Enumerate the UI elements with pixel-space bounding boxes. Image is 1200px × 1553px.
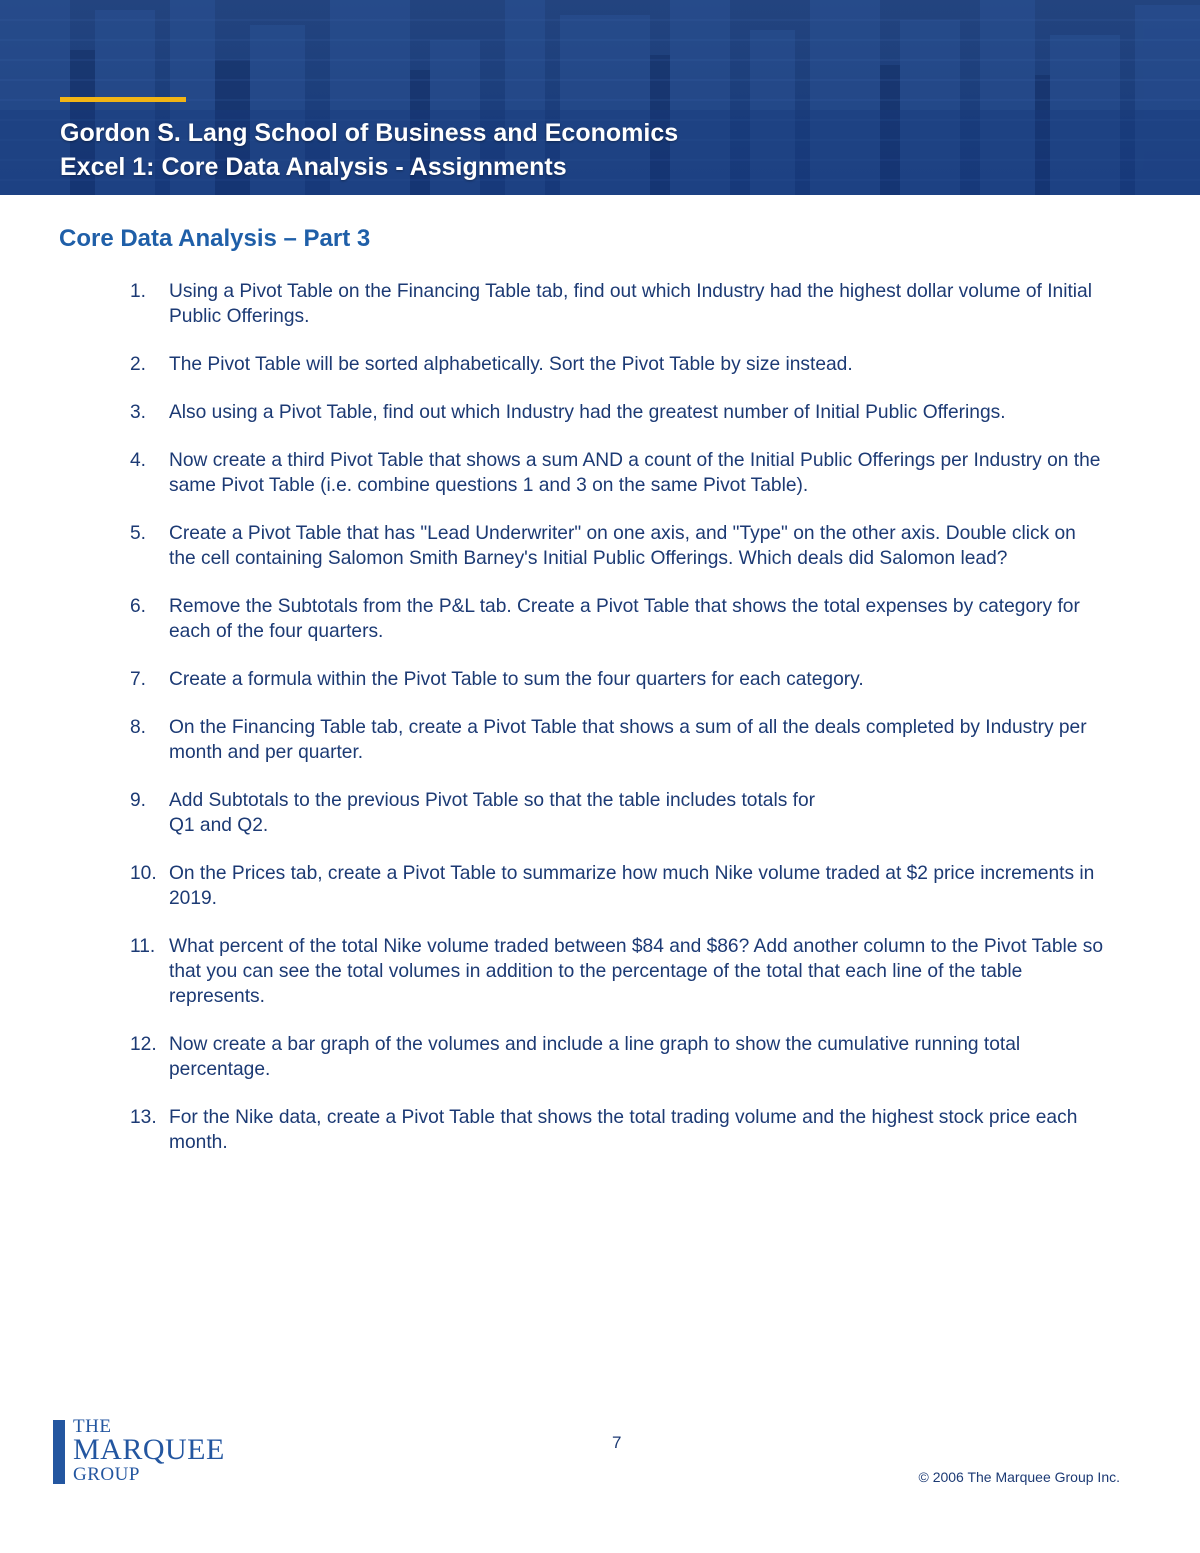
item-number: 10.	[130, 863, 157, 884]
item-number: 9.	[130, 790, 147, 811]
item-text: On the Prices tab, create a Pivot Table to summarize how much Nike volume traded at $2 price increments in 2019.	[169, 863, 1095, 909]
item-number: 8.	[130, 717, 147, 738]
assignment-list	[0, 279, 1200, 1178]
assignment-item	[0, 1032, 1200, 1082]
item-text: Also using a Pivot Table, find out which Industry had the greatest number of Initial Public Offerings.	[169, 402, 1006, 423]
item-text: Create a formula within the Pivot Table to sum the four quarters for each category.	[169, 669, 864, 690]
header-title-line-2: Excel 1: Core Data Analysis - Assignments	[60, 153, 567, 181]
header-banner	[0, 0, 1200, 195]
item-number: 13.	[130, 1107, 157, 1128]
assignment-item	[0, 521, 1200, 571]
item-number: 1.	[130, 281, 147, 302]
header-title-line-1: Gordon S. Lang School of Business and Economics	[60, 119, 679, 147]
item-text: On the Financing Table tab, create a Pivot Table that shows a sum of all the deals completed by Industry per month and per quarter.	[169, 717, 1087, 763]
section-title: Core Data Analysis – Part 3	[59, 225, 371, 252]
assignment-item	[0, 352, 1200, 377]
item-text: What percent of the total Nike volume traded between $84 and $86? Add another column to the Pivot Table so that you can see the total volumes in addition to the percentage of the total that each line of the table represents.	[169, 936, 1104, 1007]
item-number: 11.	[130, 936, 156, 957]
item-number: 12.	[130, 1034, 157, 1055]
header-accent-bar	[60, 97, 186, 102]
assignment-item	[0, 594, 1200, 644]
page-number: 7	[612, 1433, 622, 1452]
item-number: 5.	[130, 523, 147, 544]
assignment-item	[0, 279, 1200, 329]
logo-word-marquee: MARQUEE	[73, 1433, 225, 1466]
item-number: 6.	[130, 596, 147, 617]
assignment-item	[0, 934, 1200, 1009]
copyright-notice: © 2006 The Marquee Group Inc.	[918, 1469, 1120, 1485]
item-number: 3.	[130, 402, 147, 423]
assignment-item	[0, 715, 1200, 765]
item-text: The Pivot Table will be sorted alphabetically. Sort the Pivot Table by size instead.	[169, 354, 853, 375]
assignment-item	[0, 667, 1200, 692]
item-number: 2.	[130, 354, 147, 375]
marquee-group-logo	[53, 1418, 243, 1486]
item-text: Add Subtotals to the previous Pivot Table so that the table includes totals for Q1 and Q2.	[169, 790, 816, 836]
item-text: Remove the Subtotals from the P&L tab. Create a Pivot Table that shows the total expenses by category for each of the four quarters.	[169, 596, 1080, 642]
assignment-item	[0, 448, 1200, 498]
item-text: Create a Pivot Table that has "Lead Underwriter" on one axis, and "Type" on the other axis. Double click on the cell containing Salomon Smith Barney's Initial Public Offerings. Which deals did Salomon lead?	[169, 523, 1076, 569]
assignment-item	[0, 400, 1200, 425]
assignment-item	[0, 861, 1200, 911]
item-number: 7.	[130, 669, 147, 690]
item-text: Now create a third Pivot Table that shows a sum AND a count of the Initial Public Offerings per Industry on the same Pivot Table (i.e. combine questions 1 and 3 on the same Pivot Table).	[169, 450, 1101, 496]
assignment-item	[0, 1105, 1200, 1155]
item-text: Now create a bar graph of the volumes and include a line graph to show the cumulative running total percentage.	[169, 1034, 1021, 1080]
item-number: 4.	[130, 450, 147, 471]
logo-word-the: THE	[73, 1416, 112, 1437]
item-text: Using a Pivot Table on the Financing Table tab, find out which Industry had the highest dollar volume of Initial Public Offerings.	[169, 281, 1092, 327]
assignment-item	[0, 788, 1200, 838]
item-text: For the Nike data, create a Pivot Table that shows the total trading volume and the highest stock price each month.	[169, 1107, 1078, 1153]
logo-word-group: GROUP	[73, 1464, 140, 1485]
logo-bar	[53, 1420, 65, 1484]
